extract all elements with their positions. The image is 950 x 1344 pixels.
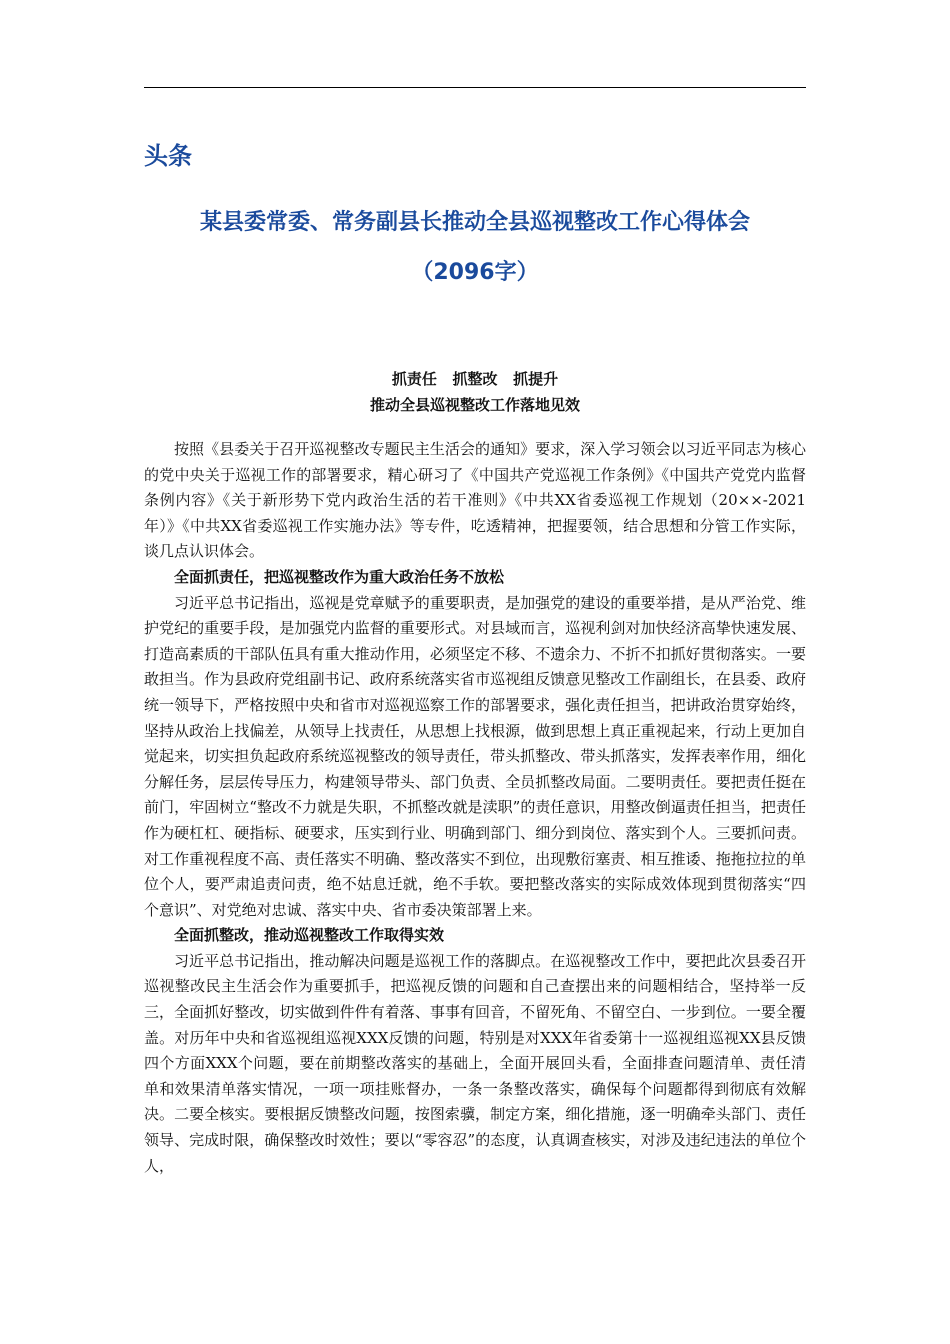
article-body <box>144 437 806 1179</box>
body-paragraph: 习近平总书记指出，巡视是党章赋予的重要职责，是加强党的建设的重要举措，是从严治党、维护党纪的重要手段，是加强党内监督的重要形式。对县域而言，巡视利剑对加快经济高挚快速发展、打造高素质的干部队伍具有重大推动作用，必须坚定不移、不遗余力、不折不扣抓好贯彻落实。一要敢担当。作为县政府党组副书记、政府系统落实省市巡视组反馈意见整改工作副组长，在县委、政府统一领导下，严格按照中央和省市对巡视巡察工作的部署要求，强化责任担当，把讲政治贯穿始终，坚持从政治上找偏差，从领导上找责任，从思想上找根源，做到思想上真正重视起来，行动上更加自觉起来，切实担负起政府系统巡视整改的领导责任，带头抓整改、带头抓落实，发挥表率作用，细化分解任务，层层传导压力，构建领导带头、部门负责、全员抓整改局面。二要明责任。要把责任挺在前门，牢固树立“整改不力就是失职，不抓整改就是渎职”的责任意识，用整改倒逼责任担当，把责任作为硬杠杠、硬指标、硬要求，压实到行业、明确到部门、细分到岗位、落实到个人。三要抓问责。对工作重视程度不高、责任落实不明确、整改落实不到位，出现敷衍塞责、相互推诿、拖拖拉拉的单位个人，要严肃追责问责，绝不姑息迁就，绝不手软。要把整改落实的实际成效体现到贯彻落实“四个意识”、对党绝对忠诚、落实中央、省市委决策部署上来。 <box>144 593 806 919</box>
article-title: 某县委常委、常务副县长推动全县巡视整改工作心得体会 <box>199 210 750 235</box>
word-count: （2096字） <box>411 260 539 285</box>
header-rule <box>144 87 806 88</box>
section-tag: 头条 <box>144 142 192 170</box>
body-paragraph: 按照《县委关于召开巡视整改专题民主生活会的通知》要求，深入学习领会以习近平同志为核心的党中央关于巡视工作的部署要求，精心研习了《中国共产党巡视工作条例》《中国共产党党内监督条例内容》《关于新形势下党内政治生活的若干准则》《中共XX省委巡视工作规划（20××-2021年）》《中共XX省委巡视工作实施办法》等专件，吃透精神，把握要领，结合思想和分管工作实际，谈几点认识体会。 <box>144 440 806 561</box>
body-paragraph: 习近平总书记指出，推动解决问题是巡视工作的落脚点。在巡视整改工作中，要把此次县委召开巡视整改民主生活会作为重要抓手，把巡视反馈的问题和自己查摆出来的问题相结合，坚持举一反三，全面抓好整改，切实做到件件有着落、事事有回音，不留死角、不留空白、一步到位。一要全覆盖。对历年中央和省巡视组巡视XXX反馈的问题，特别是对XXX年省委第十一巡视组巡视XX县反馈四个方面XXX个问题，要在前期整改落实的基础上，全面开展回头看，全面排查问题清单、责任清单和效果清单落实情况，一项一项挂账督办，一条一条整改落实，确保每个问题都得到彻底有效解决。二要全核实。要根据反馈整改问题，按图索骥，制定方案，细化措施，逐一明确牵头部门、责任领导、完成时限，确保整改时效性；要以“零容忍”的态度，认真调查核实，对涉及违纪违法的单位个人， <box>144 951 806 1175</box>
subtitle-line-1: 抓责任 抓整改 抓提升 <box>391 370 559 388</box>
subtitle-line-2: 推动全县巡视整改工作落地见效 <box>369 396 580 414</box>
section-heading: 全面抓整改，推动巡视整改工作取得实效 <box>174 926 445 945</box>
section-heading: 全面抓责任，把巡视整改作为重大政治任务不放松 <box>174 567 505 586</box>
